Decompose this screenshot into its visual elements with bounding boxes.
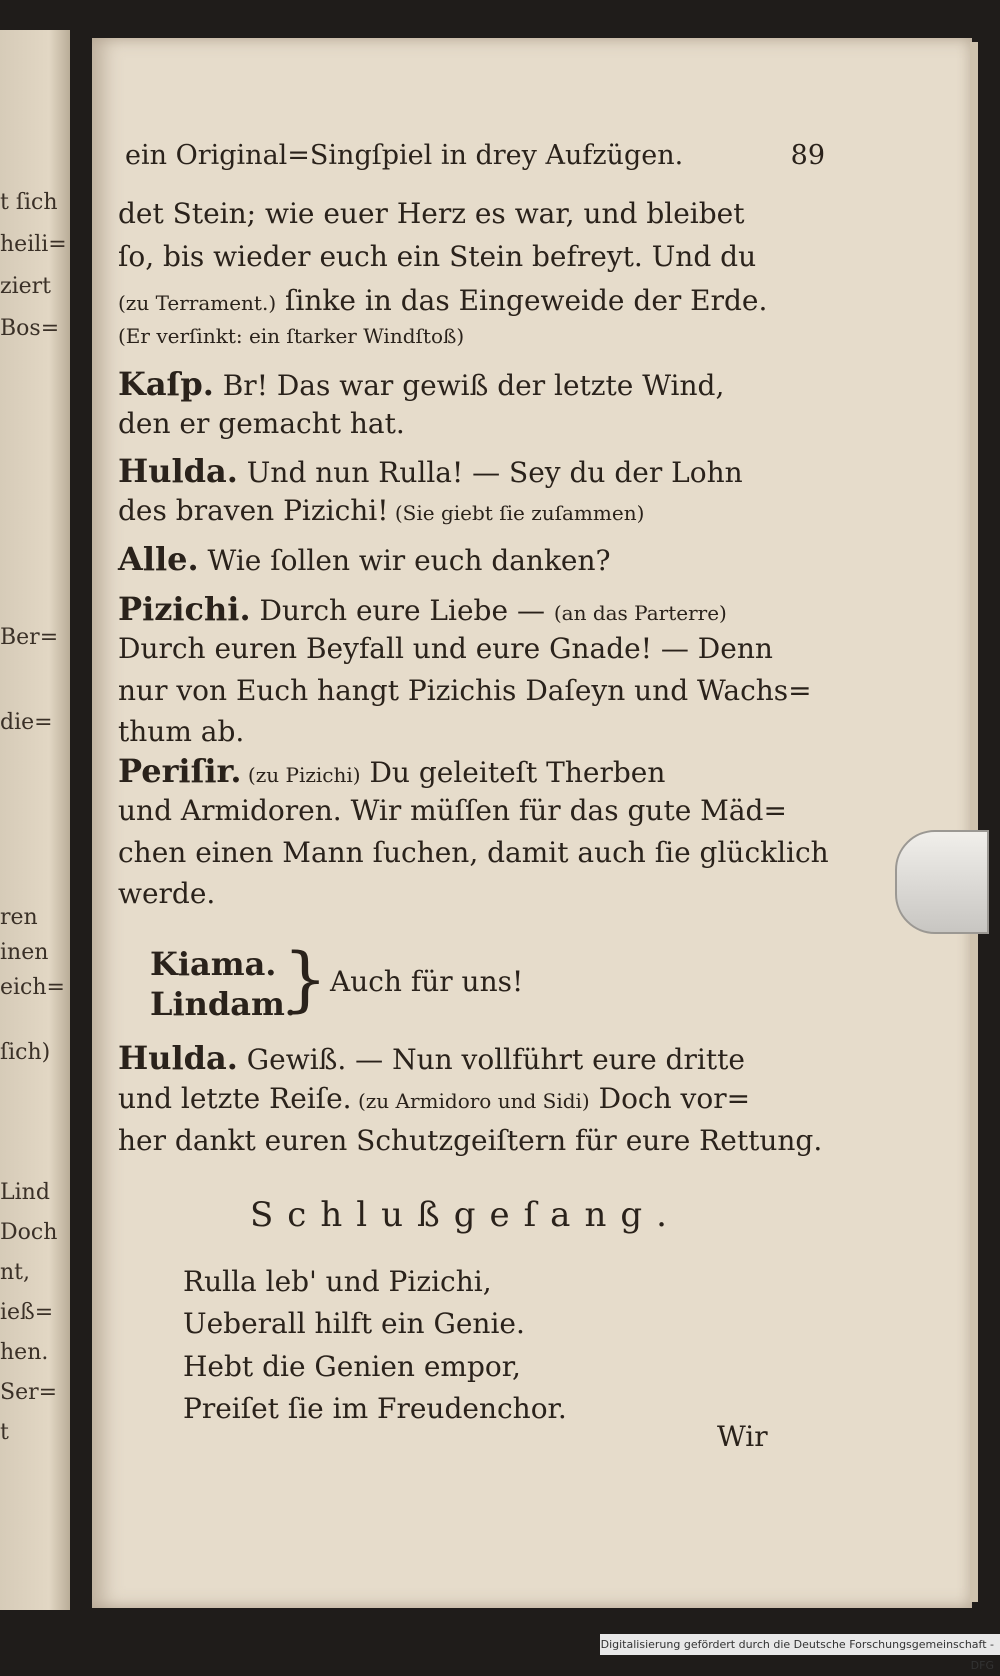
page-clip xyxy=(895,830,989,934)
line-text: ſinke in das Eingeweide der Erde. xyxy=(276,284,768,317)
left-fragment: ziert xyxy=(0,274,52,299)
text-line xyxy=(118,240,818,273)
left-fragment: Doch xyxy=(0,1220,58,1245)
verse-line: Preiſet ſie im Freudenchor. xyxy=(183,1392,567,1425)
text-line xyxy=(118,1082,818,1115)
line-text: chen einen Mann ſuchen, damit auch ſie glücklich xyxy=(118,836,829,869)
text-line xyxy=(118,752,818,790)
text-line xyxy=(118,365,818,403)
text-line xyxy=(118,452,818,490)
line-text: des braven Pizichi! xyxy=(118,494,389,527)
verse-line: Ueberall hilft ein Genie. xyxy=(183,1307,525,1340)
closing-song-heading: Schlußgeſang. xyxy=(250,1195,681,1235)
text-line xyxy=(118,1124,823,1157)
page-edge xyxy=(970,42,978,1602)
line-text: Gewiß. — Nun vollführt eure dritte xyxy=(237,1043,745,1076)
line-text: det Stein; wie euer Herz es war, und bleibet xyxy=(118,197,745,230)
left-fragment: heili= xyxy=(0,232,67,257)
left-fragment: t ſich xyxy=(0,190,58,215)
text-line xyxy=(118,877,818,910)
line-text: nur von Euch hangt Pizichis Daſeyn und Wachs= xyxy=(118,674,812,707)
left-fragment: Ber= xyxy=(0,625,59,650)
left-fragment: ren xyxy=(0,905,38,930)
text-line xyxy=(118,674,818,707)
duet-text: Auch für uns! xyxy=(330,965,524,998)
catchword: Wir xyxy=(717,1420,768,1453)
text-line xyxy=(118,407,818,440)
line-text: werde. xyxy=(118,877,216,910)
line-text: und letzte Reiſe. xyxy=(118,1082,352,1115)
left-fragment: Lind xyxy=(0,1180,50,1205)
text-line xyxy=(118,590,818,628)
speaker-name: Periſir. xyxy=(118,752,242,790)
running-title: ein Original=Singſpiel in drey Aufzügen. xyxy=(125,140,684,171)
line-text: Wie ſollen wir euch danken? xyxy=(198,544,611,577)
stage-direction: (Er verſinkt: ein ſtarker Windſtoß) xyxy=(118,324,465,348)
left-fragment: ieß= xyxy=(0,1300,54,1325)
text-line xyxy=(118,284,818,317)
line-text: und Armidoren. Wir müſſen für das gute Mäd= xyxy=(118,794,787,827)
speaker-name: Kaſp. xyxy=(118,365,214,403)
line-text: Br! Das war gewiß der letzte Wind, xyxy=(213,369,725,402)
text-line xyxy=(118,494,818,527)
speaker-name: Alle. xyxy=(118,540,199,578)
duet-speaker-1: Kiama. xyxy=(150,945,277,983)
left-fragment: die= xyxy=(0,710,53,735)
line-text: Und nun Rulla! — Sey du der Lohn xyxy=(237,456,743,489)
left-fragment: eich= xyxy=(0,975,65,1000)
text-line xyxy=(118,1039,818,1077)
text-line xyxy=(118,197,818,230)
left-fragment: hen. xyxy=(0,1340,49,1365)
line-text: Doch vor= xyxy=(589,1082,751,1115)
left-page-edge xyxy=(0,30,70,1610)
stage-direction: (zu Pizichi) xyxy=(241,763,361,787)
left-fragment: inen xyxy=(0,940,49,965)
verse-line: Rulla leb' und Pizichi, xyxy=(183,1265,492,1298)
left-fragment: ſich) xyxy=(0,1040,51,1065)
text-line xyxy=(118,540,818,578)
line-text: Durch euren Beyfall und eure Gnade! — Denn xyxy=(118,632,773,665)
running-head xyxy=(125,140,825,171)
text-line xyxy=(118,836,829,869)
line-text: thum ab. xyxy=(118,715,245,748)
stage-direction: (Sie giebt ſie zuſammen) xyxy=(388,501,645,525)
text-line xyxy=(118,632,818,665)
text-line xyxy=(118,715,818,748)
duet-brace: } xyxy=(283,938,328,1020)
left-fragment: Bos= xyxy=(0,316,60,341)
line-text: Du geleiteſt Therben xyxy=(360,756,666,789)
stage-direction: (zu Armidoro und Sidi) xyxy=(351,1089,590,1113)
stage-direction: (zu Terrament.) xyxy=(118,291,277,315)
speaker-name: Hulda. xyxy=(118,1039,238,1077)
left-fragment: nt, xyxy=(0,1260,31,1285)
dfg-footer: Digitalisierung gefördert durch die Deutsche Forschungsgemeinschaft - DFG xyxy=(600,1634,1000,1655)
text-line xyxy=(118,794,818,827)
left-fragment: Ser= xyxy=(0,1380,58,1405)
verse-line: Hebt die Genien empor, xyxy=(183,1350,521,1383)
line-text: den er gemacht hat. xyxy=(118,407,405,440)
duet-speaker-2: Lindam. xyxy=(150,985,297,1023)
text-line xyxy=(118,320,818,348)
line-text: her dankt euren Schutzgeiſtern für eure Rettung. xyxy=(118,1124,823,1157)
speaker-name: Pizichi. xyxy=(118,590,251,628)
line-text: ſo, bis wieder euch ein Stein befreyt. Und du xyxy=(118,240,757,273)
stage-direction: (an das Parterre) xyxy=(553,601,727,625)
page-number: 89 xyxy=(790,140,825,171)
left-fragment: t xyxy=(0,1420,9,1445)
speaker-name: Hulda. xyxy=(118,452,238,490)
line-text: Durch eure Liebe — xyxy=(250,594,554,627)
